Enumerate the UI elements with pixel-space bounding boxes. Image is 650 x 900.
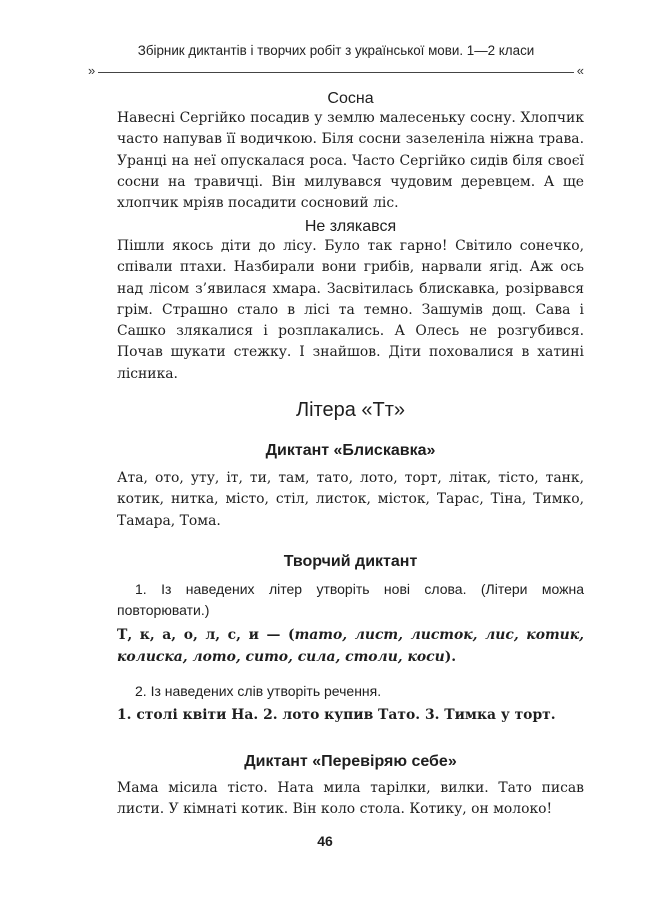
dictation-lightning-text: Ата, ото, уту, іт, ти, там, тато, лото, торт, літак, тісто, танк, котик, нитка, місто, стіл, листок, місток, Тарас, Тіна, Тимко, Тамара, Тома. [117,470,584,529]
story-text-ne-zliakavsia-content: Пішли якось діти до лісу. Було так гарно! Світило сонечко, співали птахи. Назбирали вони грибів, нарвали ягід. Аж ось над лісом з’явилася хмара. Засвітилась блискавка, розірвався грім. Страшно стало в лісі та темно. Зашумів дощ. Сава і Сашко злякалися і розплакались. А Олесь не розгубився. Почав шукати стежку. І знайшов. Діти поховалися в хатині лісника. [117,238,584,382]
page-number: 46 [317,833,333,849]
header-line [98,72,574,73]
story-text-sosna [117,108,584,214]
dictation-check-text: Мама місила тісто. Ната мила тарілки, вилки. Тато писав листи. У кімнаті котик. Він коло стола. Котику, он молоко! [117,780,584,818]
creative-task2: 2. Із наведених слів утворіть речення. [135,683,382,699]
creative-task1-exercise [117,625,584,668]
section-title-creative: Творчий диктант [283,553,418,570]
task2-text: 1. столі квіти На. 2. лото купив Тато. 3. Тимка у торт. [117,707,556,723]
task1-letters: Т, к, а, о, л, с, и — ( [117,627,295,643]
story-title-sosna: Сосна [327,90,374,107]
creative-task2-exercise [117,705,584,727]
section-title-check: Диктант «Перевіряю себе» [244,753,457,770]
section-title-lightning: Диктант «Блискавка» [265,442,436,459]
story-text-sosna-content: Навесні Сергійко посадив у землю малесеньку сосну. Хлопчик часто напував її водичкою. Біля сосни зазеленіла ніжна трава. Уранці на неї опускалася роса. Часто Сергійко сидів біля своєї сосни на травичці. Він милувався чудовим деревцем. А ще хлопчик мріяв посадити сосновий ліс. [117,110,584,212]
task1-answers: тато, лист, листок, лис, котик, колиска, лото, сито, сила, столи, коси [117,627,584,665]
chapter-title: Літера «Тт» [295,399,406,421]
story-text-ne-zliakavsia [117,236,584,385]
header-rule [88,63,584,78]
header-mark-right: « [576,63,584,78]
task1-close: ). [444,648,457,665]
creative-task1: 1. Із наведених літер утворіть нові слова. (Літери можна повторювати.) [117,581,584,618]
story-title-ne-zliakavsia: Не злякався [304,218,397,235]
header-mark-left: » [88,63,96,78]
running-head: Збірник диктантів і творчих робіт з української мови. 1—2 класи [137,43,535,58]
